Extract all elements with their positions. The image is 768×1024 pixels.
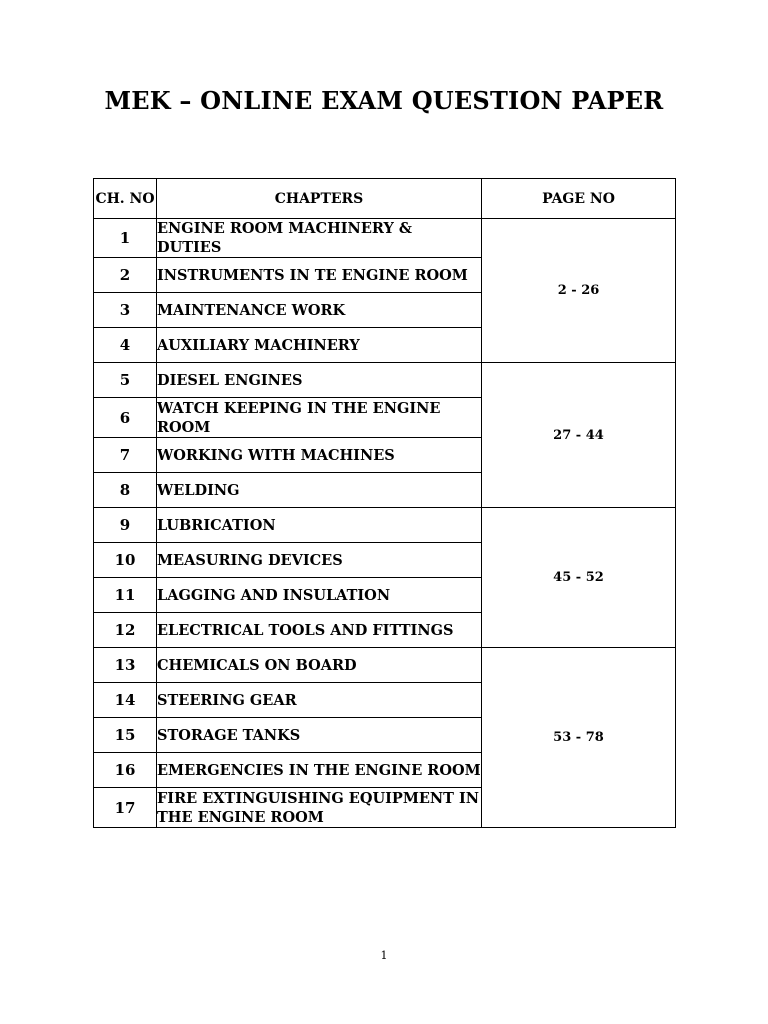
page-range: 53 - 78 bbox=[482, 648, 676, 828]
chapter-number: 3 bbox=[94, 293, 157, 328]
chapter-title: EMERGENCIES IN THE ENGINE ROOM bbox=[157, 753, 482, 788]
chapter-title: MEASURING DEVICES bbox=[157, 543, 482, 578]
chapter-title: LAGGING AND INSULATION bbox=[157, 578, 482, 613]
chapter-title: WATCH KEEPING IN THE ENGINE ROOM bbox=[157, 398, 482, 438]
chapter-title: WORKING WITH MACHINES bbox=[157, 438, 482, 473]
table-row bbox=[94, 648, 676, 683]
chapter-title: ENGINE ROOM MACHINERY & DUTIES bbox=[157, 219, 482, 258]
chapter-number: 4 bbox=[94, 328, 157, 363]
chapter-number: 9 bbox=[94, 508, 157, 543]
header-page-no: PAGE NO bbox=[482, 179, 676, 219]
chapters-table bbox=[93, 178, 676, 828]
chapter-number: 2 bbox=[94, 258, 157, 293]
chapter-title: MAINTENANCE WORK bbox=[157, 293, 482, 328]
header-chapters: CHAPTERS bbox=[157, 179, 482, 219]
chapter-title: STEERING GEAR bbox=[157, 683, 482, 718]
chapter-number: 12 bbox=[94, 613, 157, 648]
chapter-title: LUBRICATION bbox=[157, 508, 482, 543]
chapter-number: 16 bbox=[94, 753, 157, 788]
chapter-title: AUXILIARY MACHINERY bbox=[157, 328, 482, 363]
chapter-title: ELECTRICAL TOOLS AND FITTINGS bbox=[157, 613, 482, 648]
chapter-title: INSTRUMENTS IN TE ENGINE ROOM bbox=[157, 258, 482, 293]
page-number: 1 bbox=[380, 949, 388, 962]
chapter-number: 11 bbox=[94, 578, 157, 613]
chapter-title: FIRE EXTINGUISHING EQUIPMENT IN THE ENGINE ROOM bbox=[157, 788, 482, 828]
chapter-number: 15 bbox=[94, 718, 157, 753]
chapter-number: 17 bbox=[94, 788, 157, 828]
chapter-title: CHEMICALS ON BOARD bbox=[157, 648, 482, 683]
page-range: 45 - 52 bbox=[482, 508, 676, 648]
chapter-number: 14 bbox=[94, 683, 157, 718]
table-row bbox=[94, 363, 676, 398]
chapter-number: 7 bbox=[94, 438, 157, 473]
page-title: MEK – ONLINE EXAM QUESTION PAPER bbox=[104, 86, 664, 115]
page-range: 27 - 44 bbox=[482, 363, 676, 508]
chapter-title: WELDING bbox=[157, 473, 482, 508]
chapter-title: DIESEL ENGINES bbox=[157, 363, 482, 398]
chapter-number: 8 bbox=[94, 473, 157, 508]
chapter-number: 10 bbox=[94, 543, 157, 578]
chapter-number: 13 bbox=[94, 648, 157, 683]
chapter-number: 5 bbox=[94, 363, 157, 398]
page-range: 2 - 26 bbox=[482, 219, 676, 363]
table-row bbox=[94, 508, 676, 543]
chapter-title: STORAGE TANKS bbox=[157, 718, 482, 753]
table-row bbox=[94, 219, 676, 258]
header-chapter-no: CH. NO bbox=[94, 179, 157, 219]
chapter-number: 6 bbox=[94, 398, 157, 438]
chapter-number: 1 bbox=[94, 219, 157, 258]
